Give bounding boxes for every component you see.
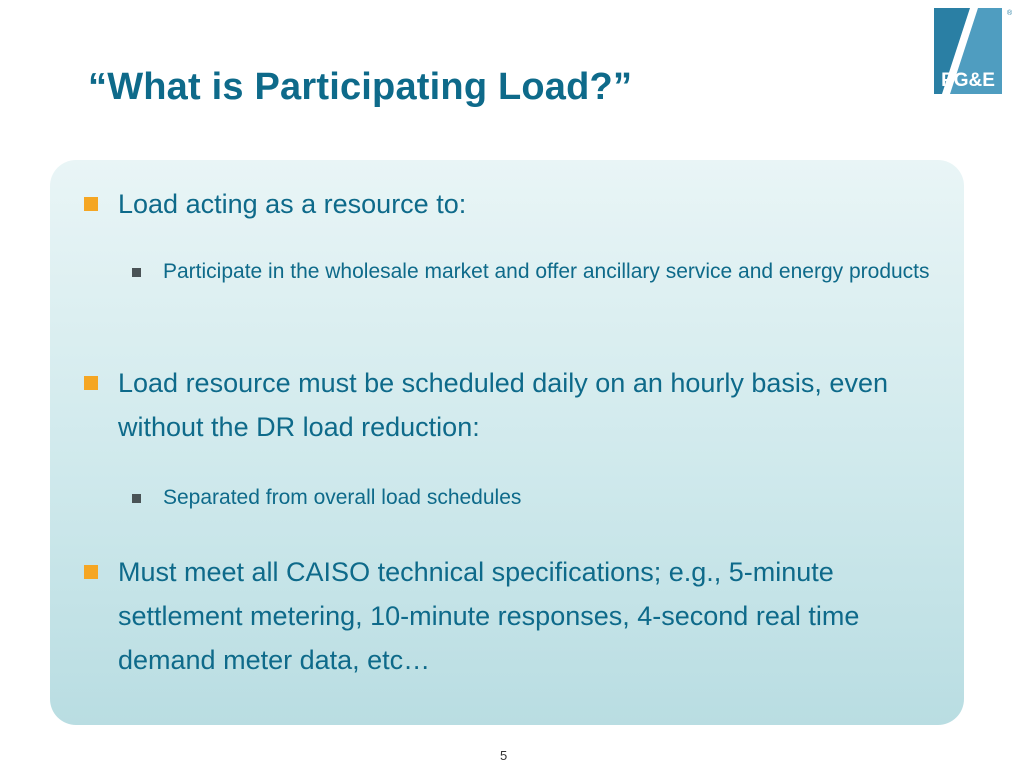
pge-logo <box>932 6 1012 96</box>
bullet-square-icon <box>84 376 98 390</box>
svg-text:®: ® <box>1007 10 1012 17</box>
sub-bullet-text: Participate in the wholesale market and offer ancillary service and energy products <box>163 260 930 283</box>
sub-bullet-square-icon <box>132 494 141 503</box>
bullet-text: Must meet all CAISO technical specifications; e.g., 5-minute settlement metering, 10-minute responses, 4-second real time demand meter data, etc… <box>118 557 860 675</box>
bullet-square-icon <box>84 197 98 211</box>
page-number: 5 <box>500 748 508 763</box>
bullet-text: Load acting as a resource to: <box>118 189 467 219</box>
svg-text:PG&E: PG&E <box>941 70 995 91</box>
bullet-text: Load resource must be scheduled daily on an hourly basis, even without the DR load reduction: <box>118 368 888 442</box>
bullet-square-icon <box>84 565 98 579</box>
sub-bullet-text: Separated from overall load schedules <box>163 486 522 509</box>
slide-title: “What is Participating Load?” <box>88 66 633 108</box>
sub-bullet-square-icon <box>132 268 141 277</box>
